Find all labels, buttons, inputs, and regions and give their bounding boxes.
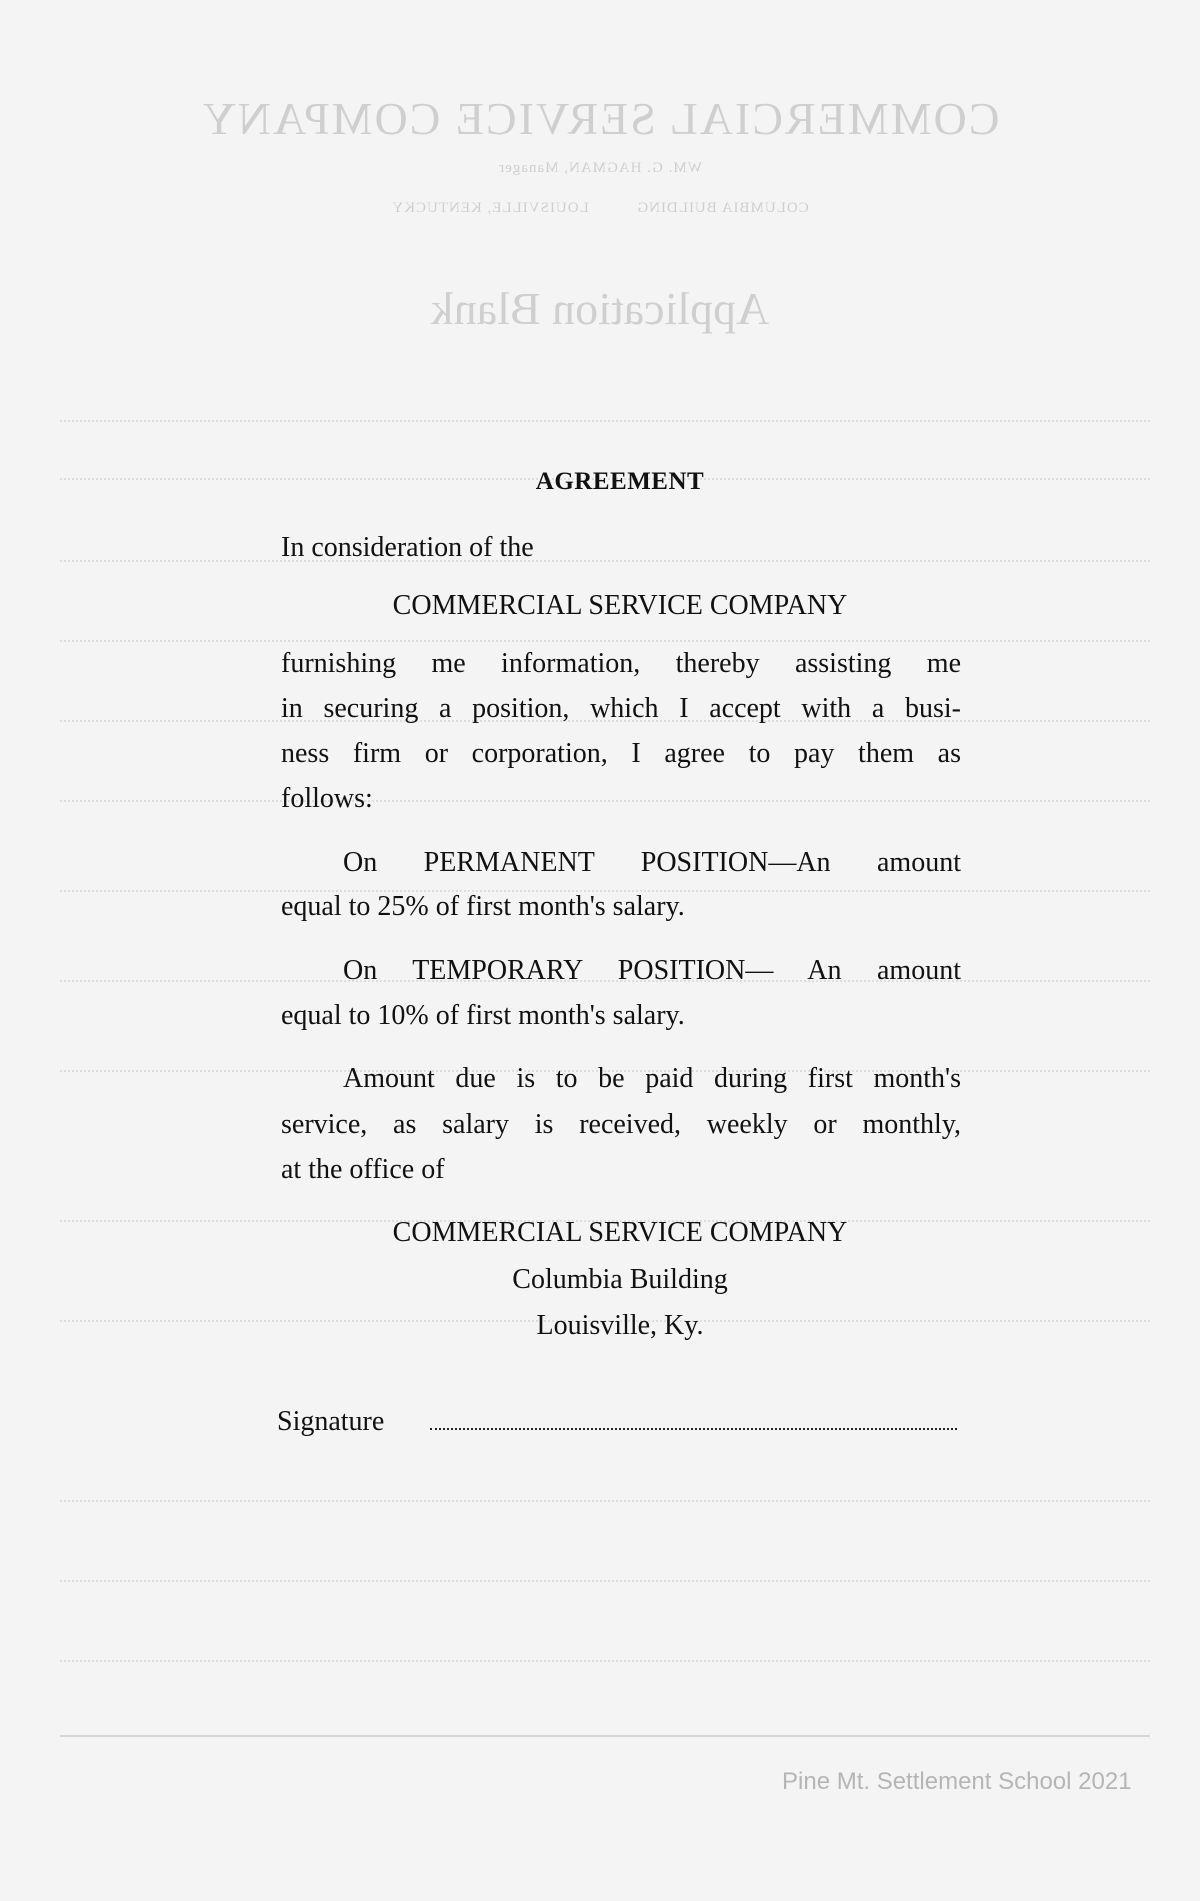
- bleed-rule: [60, 1660, 1150, 1662]
- agreement-line: In consideration of the: [281, 532, 534, 563]
- bleed-rule: [60, 1735, 1150, 1737]
- bleed-through-form-title: Application Blank: [430, 283, 770, 334]
- bleed-rule: [60, 1500, 1150, 1502]
- bleed-through-manager: WM. G. HAGMAN, Manager: [498, 160, 702, 176]
- temporary-position-rate: equal to 10% of first month's salary.: [281, 1000, 685, 1031]
- company-city: Louisville, Ky.: [536, 1310, 704, 1341]
- agreement-line: Amount due is to be paid during first month's: [343, 1063, 961, 1094]
- bleed-through-company: COMMERCIAL SERVICE COMPANY: [200, 93, 1000, 144]
- signature-label: Signature: [277, 1406, 385, 1437]
- bleed-through-address: COLUMBIA BUILDING LOUISVILLE, KENTUCKY: [391, 200, 809, 216]
- signature-field[interactable]: [430, 1428, 957, 1430]
- bleed-rule: [60, 1580, 1150, 1582]
- bleed-rule: [60, 640, 1150, 642]
- agreement-line: service, as salary is received, weekly or monthly,: [281, 1109, 961, 1140]
- agreement-title: AGREEMENT: [535, 468, 705, 495]
- watermark: Pine Mt. Settlement School 2021: [782, 1768, 1132, 1795]
- agreement-line: furnishing me information, thereby assisting me: [281, 648, 961, 679]
- agreement-line: follows:: [281, 783, 373, 814]
- permanent-position-term: On PERMANENT POSITION—An amount: [343, 847, 961, 878]
- bleed-rule: [60, 420, 1150, 422]
- agreement-line: ness firm or corporation, I agree to pay them as: [281, 738, 961, 769]
- temporary-position-term: On TEMPORARY POSITION— An amount: [343, 955, 961, 986]
- company-name: COMMERCIAL SERVICE COMPANY: [392, 1217, 848, 1248]
- agreement-line: in securing a position, which I accept with a busi-: [281, 693, 961, 724]
- permanent-position-rate: equal to 25% of first month's salary.: [281, 891, 685, 922]
- company-building: Columbia Building: [512, 1264, 728, 1295]
- agreement-line: at the office of: [281, 1154, 445, 1185]
- company-name: COMMERCIAL SERVICE COMPANY: [392, 590, 848, 621]
